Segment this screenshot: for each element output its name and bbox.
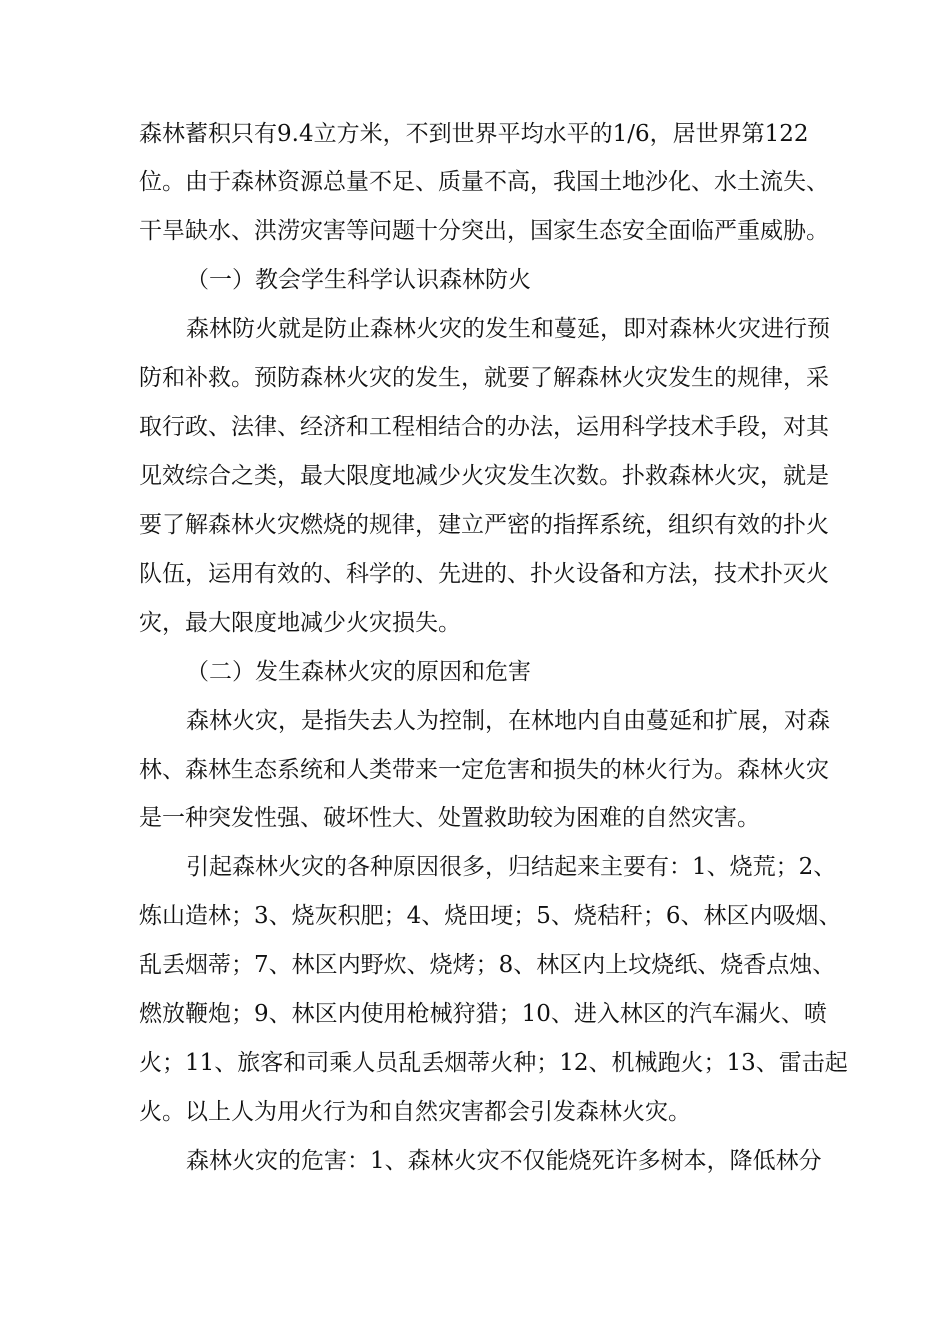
body-text-line: 森林蓄积只有9.4立方米，不到世界平均水平的1/6，居世界第122 [139,121,809,147]
body-text-line: 火；11、旅客和司乘人员乱丢烟蒂火种；12、机械跑火；13、雷击起 [139,1050,848,1076]
body-text-line: 灾，最大限度地减少火灾损失。 [139,610,461,636]
body-text-line: 森林火灾，是指失去人为控制，在林地内自由蔓延和扩展，对森 [186,708,830,734]
body-text-line: 取行政、法律、经济和工程相结合的办法，运用科学技术手段，对其 [139,414,829,440]
body-text-line: 干旱缺水、洪涝灾害等问题十分突出，国家生态安全面临严重威胁。 [139,218,829,244]
body-text-line: 队伍，运用有效的、科学的、先进的、扑火设备和方法，技术扑灭火 [139,561,829,587]
body-text-line: 森林火灾的危害：1、森林火灾不仅能烧死许多树本，降低林分 [186,1148,822,1174]
body-text-line: 森林防火就是防止森林火灾的发生和蔓延，即对森林火灾进行预 [186,316,830,342]
body-text-line: 位。由于森林资源总量不足、质量不高，我国土地沙化、水土流失、 [139,169,829,195]
body-text-line: 引起森林火灾的各种原因很多，归结起来主要有：1、烧荒；2、 [186,854,837,880]
section-heading-1: （一）教会学生科学认识森林防火 [186,267,531,293]
body-text-line: 要了解森林火灾燃烧的规律，建立严密的指挥系统，组织有效的扑火 [139,512,829,538]
body-text-line: 炼山造林；3、烧灰积肥；4、烧田埂；5、烧秸秆；6、林区内吸烟、 [139,903,842,929]
section-heading-2: （二）发生森林火灾的原因和危害 [186,659,531,685]
body-text-line: 乱丢烟蒂；7、林区内野炊、烧烤；8、林区内上坟烧纸、烧香点烛、 [139,952,836,978]
body-text-line: 是一种突发性强、破坏性大、处置救助较为困难的自然灾害。 [139,805,760,831]
body-text-line: 燃放鞭炮；9、林区内使用枪械狩猎；10、进入林区的汽车漏火、喷 [139,1001,827,1027]
body-text-line: 火。以上人为用火行为和自然灾害都会引发森林火灾。 [139,1099,691,1125]
body-text-line: 林、森林生态系统和人类带来一定危害和损失的林火行为。森林火灾 [139,757,829,783]
body-text-line: 见效综合之类，最大限度地减少火灾发生次数。扑救森林火灾，就是 [139,463,829,489]
body-text-line: 防和补救。预防森林火灾的发生，就要了解森林火灾发生的规律，采 [139,365,829,391]
